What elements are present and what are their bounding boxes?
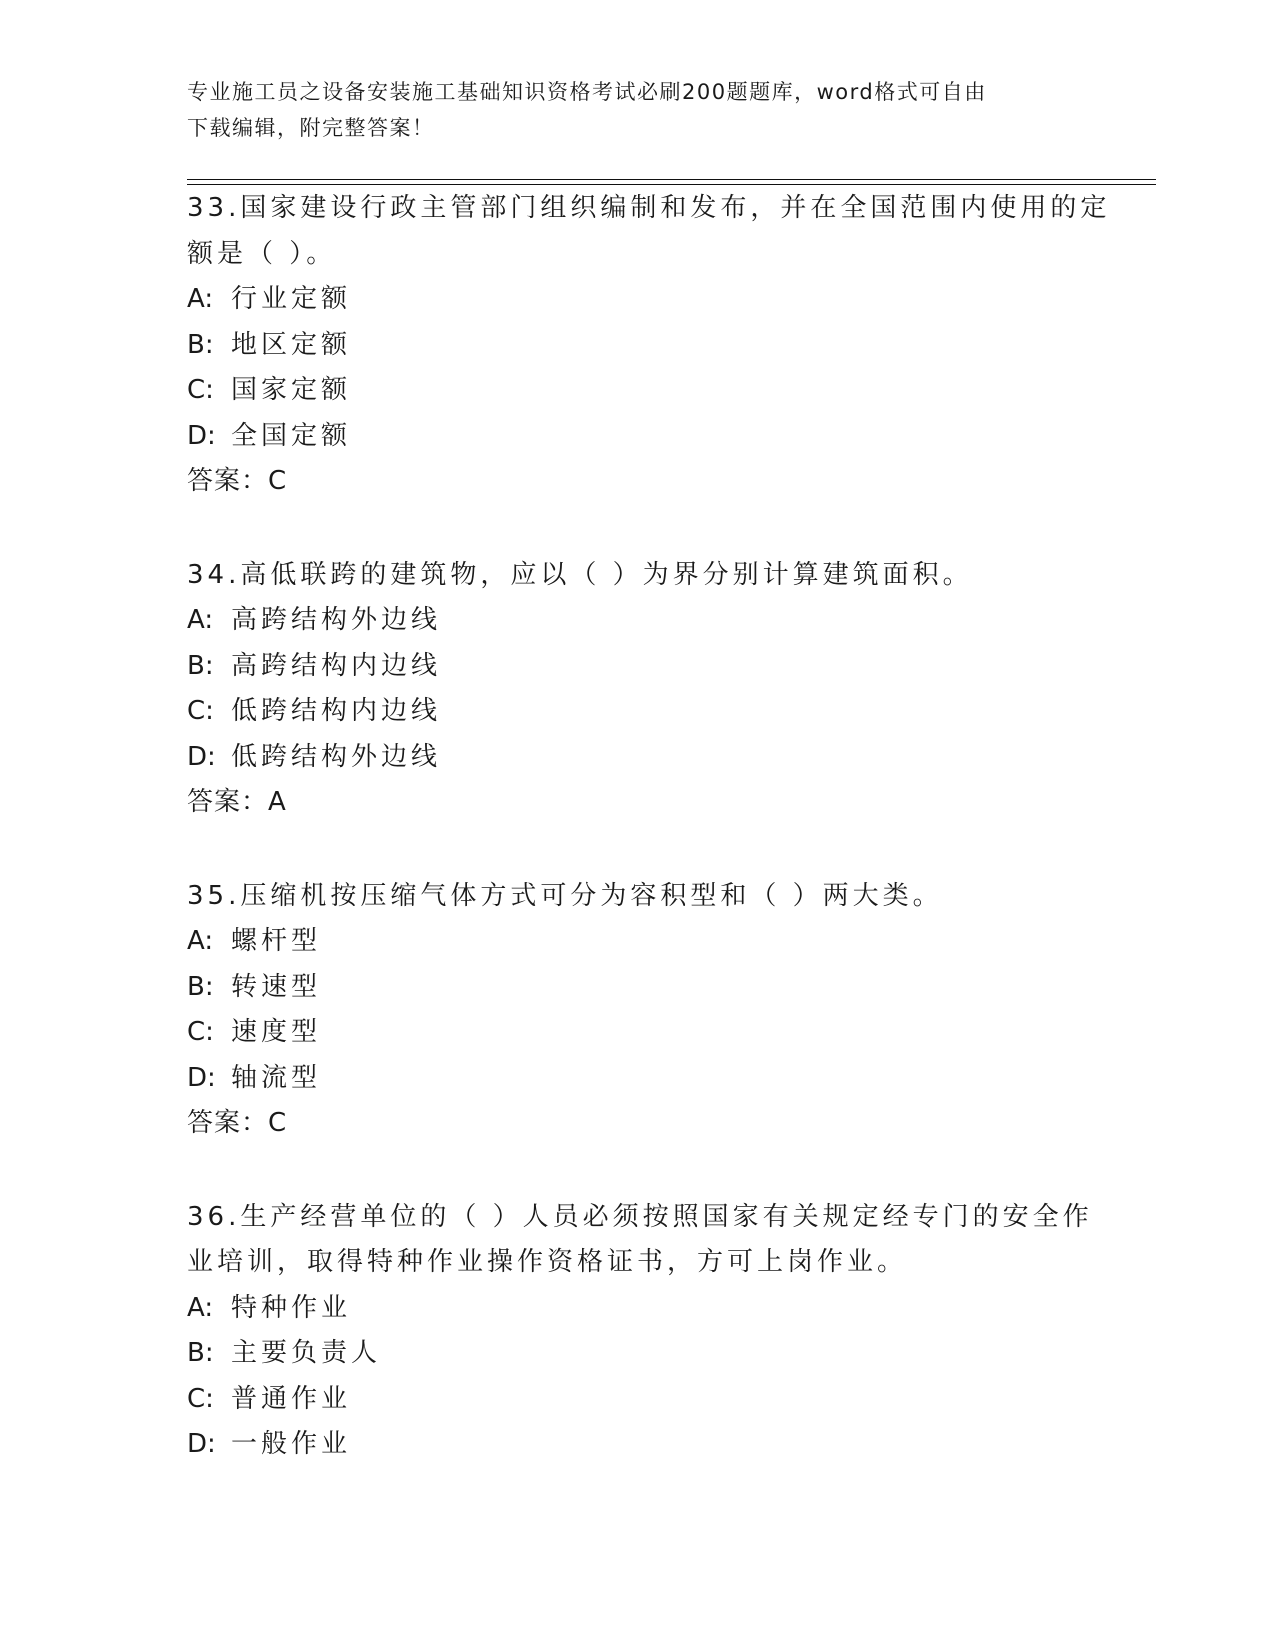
option-letter: A: — [187, 284, 214, 314]
option-text: 螺杆型 — [231, 926, 322, 956]
option-c — [187, 1010, 1087, 1056]
option-letter: B: — [187, 971, 214, 1002]
header-line-2: 下载编辑，附完整答案！ — [187, 116, 435, 140]
question-stem: 33.国家建设行政主管部门组织编制和发布，并在全国范围内使用的定 — [187, 193, 1111, 223]
option-letter: D: — [187, 741, 216, 772]
question-34 — [187, 553, 1087, 826]
option-text: 普通作业 — [231, 1383, 352, 1414]
question-stem: 34.高低联跨的建筑物，应以（ ）为界分别计算建筑面积。 — [187, 559, 973, 590]
option-text: 全国定额 — [231, 420, 352, 451]
option-text: 速度型 — [231, 1017, 322, 1047]
option-a — [187, 919, 1087, 965]
option-text: 轴流型 — [231, 1062, 322, 1093]
header-divider — [187, 179, 1156, 185]
option-text: 特种作业 — [231, 1292, 352, 1323]
option-text: 行业定额 — [231, 284, 352, 314]
question-36 — [187, 1195, 1093, 1468]
option-text: 低跨结构外边线 — [231, 741, 442, 772]
option-letter: B: — [187, 1338, 214, 1368]
option-letter: C: — [187, 1383, 214, 1414]
option-b — [187, 644, 1087, 690]
answer-key: 答案：C — [187, 1108, 288, 1138]
option-text: 主要负责人 — [231, 1338, 382, 1368]
option-text: 一般作业 — [231, 1429, 352, 1459]
option-a — [187, 1286, 1087, 1332]
option-a — [187, 277, 1087, 323]
document-header — [187, 74, 1067, 146]
option-b — [187, 965, 1087, 1011]
question-stem: 36.生产经营单位的（ ）人员必须按照国家有关规定经专门的安全作 — [187, 1201, 1093, 1232]
option-letter: A: — [187, 605, 214, 635]
option-letter: B: — [187, 329, 214, 360]
question-stem: 35.压缩机按压缩气体方式可分为容积型和（ ）两大类。 — [187, 880, 943, 911]
option-b — [187, 1331, 1087, 1377]
option-letter: C: — [187, 375, 214, 405]
option-text: 地区定额 — [231, 329, 352, 360]
option-text: 国家定额 — [231, 375, 352, 405]
question-stem: 额是（ ）。 — [187, 238, 337, 269]
answer-key: 答案：C — [187, 466, 288, 496]
question-35 — [187, 874, 1087, 1147]
option-c — [187, 368, 1087, 414]
option-c — [187, 1377, 1087, 1423]
header-line-1: 专业施工员之设备安装施工基础知识资格考试必刷200题题库，word格式可自由 — [187, 80, 987, 104]
option-b — [187, 323, 1087, 369]
option-letter: C: — [187, 1017, 214, 1047]
option-letter: B: — [187, 650, 214, 681]
option-d — [187, 735, 1087, 781]
option-c — [187, 689, 1087, 735]
option-letter: A: — [187, 1292, 214, 1323]
option-d — [187, 414, 1087, 460]
option-letter: D: — [187, 1062, 216, 1093]
question-list — [187, 186, 1111, 1516]
option-letter: C: — [187, 696, 214, 726]
option-d — [187, 1422, 1087, 1468]
option-letter: D: — [187, 1429, 216, 1459]
option-text: 高跨结构内边线 — [231, 650, 442, 681]
option-a — [187, 598, 1087, 644]
option-letter: A: — [187, 926, 214, 956]
question-33 — [187, 186, 1111, 505]
option-d — [187, 1056, 1087, 1102]
option-text: 高跨结构外边线 — [231, 605, 442, 635]
option-text: 转速型 — [231, 971, 322, 1002]
question-stem: 业培训，取得特种作业操作资格证书，方可上岗作业。 — [187, 1247, 908, 1277]
option-letter: D: — [187, 420, 216, 451]
option-text: 低跨结构内边线 — [231, 696, 442, 726]
answer-key: 答案：A — [187, 787, 287, 817]
